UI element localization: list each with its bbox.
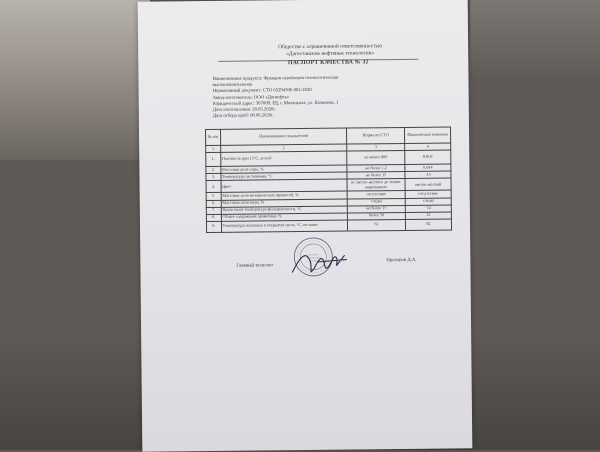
table-cell: Плотность при 15°С, кг/куб: [220, 151, 347, 166]
signature-name: Прохоров Д.А.: [386, 257, 417, 264]
table-cell: 7.: [206, 207, 221, 214]
document-content: [138, 0, 473, 452]
info-line: Нормативный документ: СТО 65294306-001-2020: [212, 88, 312, 95]
org-line-1: Общество с ограниченной ответственностью: [278, 43, 383, 51]
number-cell: 1: [206, 146, 221, 153]
number-cell: 3: [347, 144, 405, 152]
table-cell: 9.: [206, 221, 221, 232]
info-line: высококипятильная: [212, 82, 252, 89]
product-info: [212, 74, 452, 120]
table-cell: следы: [348, 198, 406, 206]
table-cell: отсутствие: [347, 191, 405, 199]
table-cell: следы: [405, 198, 451, 206]
quality-table: [205, 126, 452, 232]
number-cell: 2: [220, 144, 347, 152]
number-cell: 4: [405, 143, 451, 151]
table-cell: 82: [405, 219, 451, 230]
header-cell: Фактические значения: [404, 127, 450, 144]
info-line: Юридический адрес: 367009, РД, г. Махачкала, ул. Казимова, 1: [212, 100, 339, 107]
table-body: [206, 150, 452, 232]
table-cell: 4.: [206, 181, 221, 193]
table-row: [206, 219, 451, 233]
table-cell: 32: [405, 212, 451, 220]
info-line: Наименование продукта: Фракция газойлевая технологическая: [212, 75, 339, 82]
signature-label: Главный технолог: [236, 263, 274, 269]
table-cell: 8.: [206, 214, 221, 221]
table-cell: отсутствие: [405, 190, 451, 198]
table-cell: более 30: [348, 212, 406, 220]
table-cell: не более 15: [347, 172, 405, 180]
header-cell: Норма по СТО: [347, 127, 405, 144]
info-line: Дата изготовления: 28.05.2020г.: [212, 107, 276, 113]
table-cell: не более 15: [348, 205, 406, 213]
paper-sheet: [138, 0, 473, 452]
table-cell: -15: [405, 171, 451, 179]
table-cell: от светло-желтого до темно-коричневого: [347, 179, 405, 192]
table-cell: Массовая доля механических примесей, %: [221, 192, 348, 200]
header-cell: Наименование показателей: [220, 128, 347, 146]
info-line: Дата отбора проб: 08.06.2020г.: [212, 113, 274, 120]
table-cell: Температура вспышки в открытом тигле, °С, не ниже: [221, 220, 348, 232]
table-cell: Предельная температура фильтруемости, °С: [221, 206, 348, 214]
table-cell: 2.: [206, 167, 221, 174]
table-cell: 61: [348, 219, 406, 231]
background-keyboard: [470, 0, 600, 80]
table-cell: светло-желтый: [405, 178, 451, 190]
table-cell: 0,044: [405, 164, 451, 172]
table-cell: Массовая доля воды, %: [221, 199, 348, 207]
document-title: ПАСПОРТ КАЧЕСТВА № 32: [287, 59, 369, 67]
org-line-2: «Дагестанские нефтяные технологии»: [286, 50, 375, 58]
table-cell: -12: [405, 205, 451, 213]
table-cell: не более 1,2: [347, 165, 405, 173]
table-cell: 1.: [206, 153, 221, 167]
table-cell: не менее 800: [347, 151, 405, 166]
header-cell: № п/п: [205, 129, 220, 145]
table-cell: Общее содержание ароматики, %: [221, 213, 348, 221]
table-cell: 6.: [206, 200, 221, 207]
background-desk: [0, 0, 150, 160]
table-cell: Массовая доля серы, %: [221, 165, 348, 173]
signature-icon: [288, 241, 358, 282]
table-cell: Температура застывания, °С: [221, 172, 348, 180]
info-line: Завод-изготовитель: ООО «Дагнефть»: [212, 94, 290, 101]
table-cell: Цвет: [221, 180, 348, 193]
table-cell: 5.: [206, 193, 221, 200]
table-cell: 816,8: [405, 150, 451, 164]
table-cell: 3.: [206, 174, 221, 181]
organization-header: [210, 42, 450, 59]
